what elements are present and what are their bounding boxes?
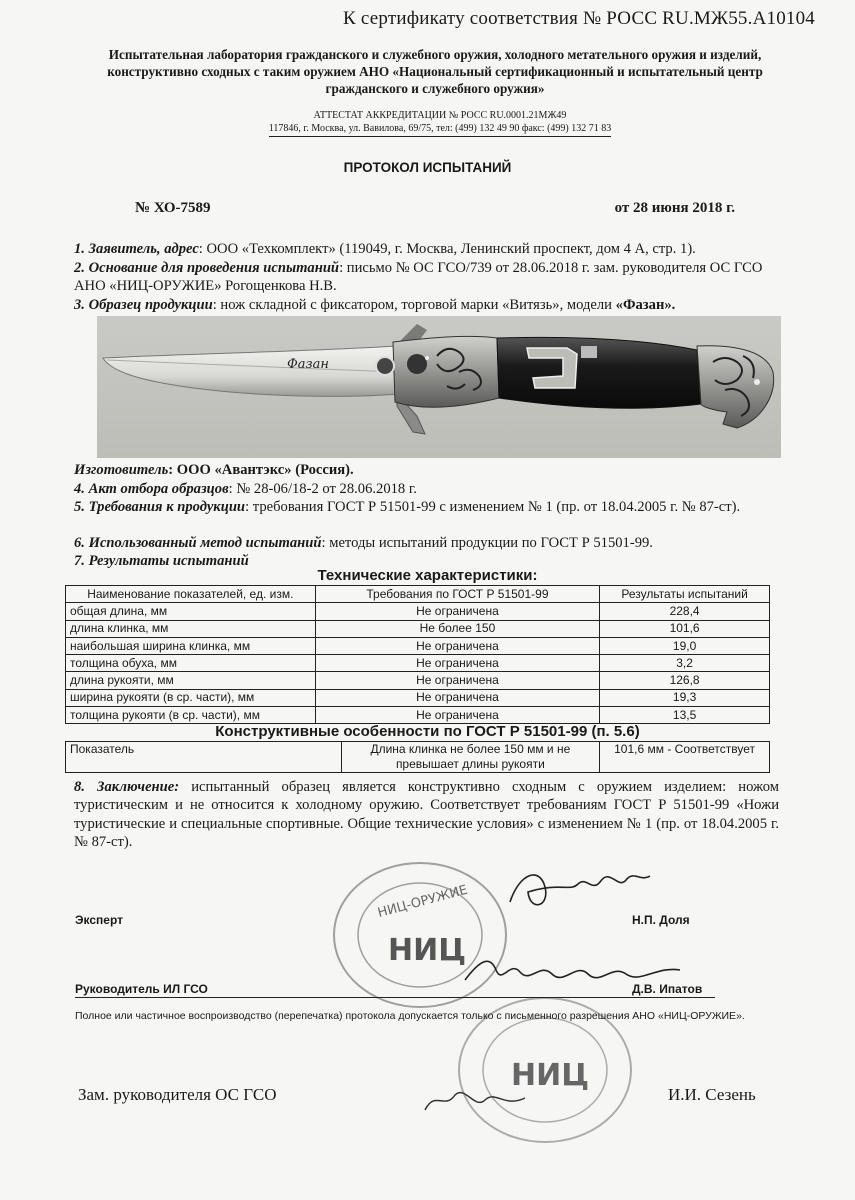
head-name: Д.В. Ипатов [632,982,703,996]
table-row [66,672,770,689]
result-cell: 126,8 [600,672,770,689]
item-label: 2. Основание для проведения испытаний [74,260,340,276]
deputy-role: Зам. руководителя ОС ГСО [78,1085,277,1104]
item-basis [74,259,779,296]
parameter-cell: наибольшая ширина клинка, мм [66,637,316,654]
item-label: 3. Образец продукции [74,297,213,313]
tech-table [65,585,770,724]
item-label: 1. Заявитель, адрес [74,241,199,257]
expert-role: Эксперт [75,913,124,927]
item-text: : требования ГОСТ Р 51501-99 с изменением № 1 (пр. от 18.04.2005 г. № 87-ст). [245,499,741,515]
item-requirements [74,498,779,516]
conclusion-text: испытанный образец является конструктивно сходным с оружием изделием: ножом туристическим и не относится к холодному оружию. Соответствует требованиям ГОСТ Р 51501-99 «Ножи туристические и специальные спортивные. Общие технические условия» с изменением № 1 (пр. от 18.04.2005 г. № 87-ст). [74,779,780,851]
reproduction-note: Полное или частичное воспроизводство (перепечатка) протокола допускается только с письменного разрешения АНО «НИЦ-ОРУЖИЕ». [75,1010,745,1022]
result-cell: 101,6 [600,620,770,637]
tech-table-title: Технические характеристики: [317,567,538,584]
design-table [65,741,770,773]
conclusion-label: 8. Заключение: [74,779,180,795]
item-label: 5. Требования к продукции [74,499,246,515]
table-row [66,707,770,724]
item-manufacturer [74,461,779,479]
item-text: : методы испытаний продукции по ГОСТ Р 51501-99. [321,535,653,551]
parameter-cell: ширина рукояти (в ср. части), мм [66,689,316,706]
protocol-number: № ХО-7589 [135,200,211,216]
table-row [66,742,770,773]
table-header-row [66,586,770,603]
requirement-cell: Не ограничена [315,655,600,672]
stamp-logo: НИЦ [388,933,467,968]
conclusion [74,778,779,852]
column-header: Требования по ГОСТ Р 51501-99 [315,586,600,603]
item-label: Изготовитель [74,462,169,478]
deputy-signature [420,1080,530,1120]
parameter-cell: Показатель [66,742,342,773]
knife-image [97,316,781,458]
result-cell: 228,4 [600,603,770,620]
deputy-name: И.И. Сезень [668,1085,756,1104]
item-text: : письмо № ОС ГСО/739 от 28.06.2018 г. зам. руководителя ОС ГСО АНО «НИЦ-ОРУЖИЕ» Рогощенкова Н.В. [74,260,763,295]
requirement-cell: Не более 150 [315,620,600,637]
design-table-title: Конструктивные особенности по ГОСТ Р 51501-99 (п. 5.6) [215,723,640,740]
item-label: 6. Использованный метод испытаний [74,535,322,551]
table-row [66,603,770,620]
requirement-cell: Не ограничена [315,603,600,620]
requirement-cell: Длина клинка не более 150 мм и не превышает длины рукояти [341,742,600,773]
sample-model: «Фазан». [615,297,676,313]
accreditation-block [200,110,680,137]
requirement-cell: Не ограничена [315,672,600,689]
table-row [66,620,770,637]
parameter-cell: толщина рукояти (в ср. части), мм [66,707,316,724]
protocol-date: от 28 июня 2018 г. [614,200,735,216]
parameter-cell: толщина обуха, мм [66,655,316,672]
result-cell: 19,3 [600,689,770,706]
stamp-text: НИЦ-ОРУЖИЕ [376,882,470,922]
blade-inscription: Фазан [287,357,329,372]
parameter-cell: длина клинка, мм [66,620,316,637]
parameter-cell: длина рукояти, мм [66,672,316,689]
stamp-logo: НИЦ [511,1058,590,1093]
parameter-cell: общая длина, мм [66,603,316,620]
item-label: 7. Результаты испытаний [74,553,249,569]
knife-photo [97,316,781,458]
item-label: 4. Акт отбора образцов [74,481,229,497]
item-applicant [74,240,779,258]
head-role: Руководитель ИЛ ГСО [75,982,208,996]
result-cell: 3,2 [600,655,770,672]
requirement-cell: Не ограничена [315,637,600,654]
lab-address: 117846, г. Москва, ул. Вавилова, 69/75, тел: (499) 132 49 90 факс: (499) 132 71 83 [269,123,612,138]
column-header: Результаты испытаний [600,586,770,603]
table-row [66,655,770,672]
item-sampling-act [74,480,779,498]
requirement-cell: Не ограничена [315,707,600,724]
item-text: : ООО «Техкомплект» (119049, г. Москва, Ленинский проспект, дом 4 А, стр. 1). [198,241,696,257]
accreditation-number: АТТЕСТАТ АККРЕДИТАЦИИ № РОСС RU.0001.21МЖ49 [313,110,567,121]
item-sample [74,296,779,314]
result-cell: 13,5 [600,707,770,724]
expert-name: Н.П. Доля [632,913,690,927]
requirement-cell: Не ограничена [315,689,600,706]
certificate-reference: К сертификату соответствия № РОСС RU.МЖ55.А10104 [343,8,815,29]
item-test-method [74,534,779,552]
result-cell: 101,6 мм - Соответствует [600,742,770,773]
laboratory-name: Испытательная лаборатория гражданского и служебного оружия, холодного метательного оружия и изделий, конструктивно сходных с таким оружием АНО «Национальный сертификационный и испытательный центр гражданского и служебного оружия» [107,47,763,96]
item-text: : ООО «Авантэкс» (Россия). [168,462,354,478]
signature-underline [75,997,715,998]
item-text: : № 28-06/18-2 от 28.06.2018 г. [228,481,417,497]
column-header: Наименование показателей, ед. изм. [66,586,316,603]
result-cell: 19,0 [600,637,770,654]
table-row [66,637,770,654]
protocol-title: ПРОТОКОЛ ИСПЫТАНИЙ [343,160,512,175]
table-row [66,689,770,706]
item-text: : нож складной с фиксатором, торговой марки «Витязь», модели [212,297,616,313]
